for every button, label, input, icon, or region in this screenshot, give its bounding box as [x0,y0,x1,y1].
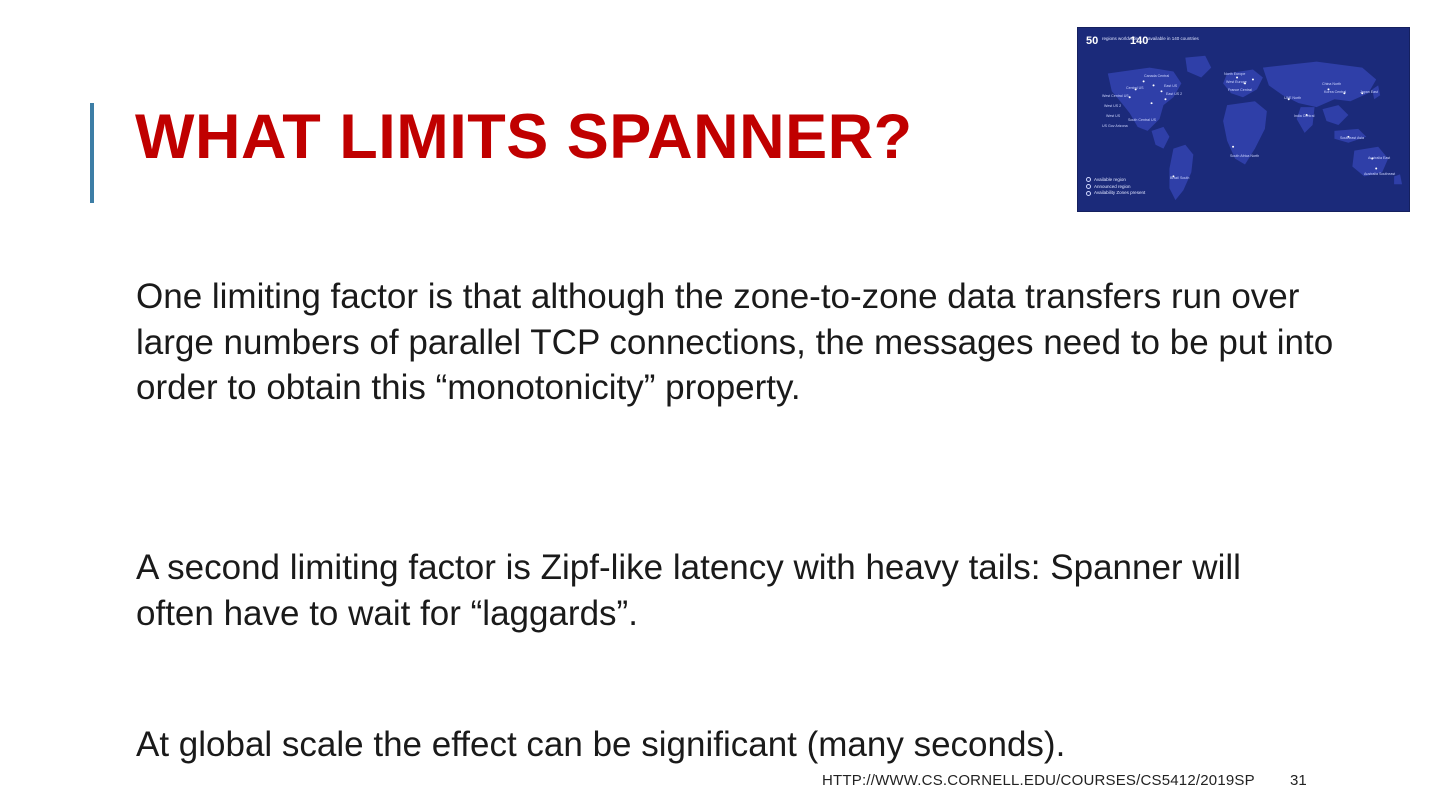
map-region-label: Japan East [1360,90,1378,94]
map-legend-label: Available region [1094,176,1126,182]
map-stat-primary-value: 50 [1086,35,1099,47]
map-region-label: Australia East [1368,156,1391,160]
map-region-label: East US [1164,84,1178,88]
map-region-label: China North [1322,82,1342,86]
legend-dot-icon [1086,191,1091,196]
map-region-label: North Europe [1224,72,1246,76]
legend-dot-icon [1086,184,1091,189]
map-stat-secondary-label: available in 140 countries [1148,36,1199,41]
map-region-label: Central US [1126,86,1144,90]
map-legend-label: Announced region [1094,183,1131,189]
map-region-label: West US [1106,114,1121,118]
map-region-label: West Central US [1102,94,1129,98]
slide-number: 31 [1290,772,1307,789]
footer-course-url: HTTP://WWW.CS.CORNELL.EDU/COURSES/CS5412/2019SP [822,772,1255,789]
map-region-label: West US 2 [1104,104,1122,108]
body-paragraph-3: At global scale the effect can be significant (many seconds). [136,725,1066,764]
map-region-label: Canada Central [1144,74,1170,78]
map-region-label: France Central [1228,88,1252,92]
page-title: WHAT LIMITS SPANNER? [135,102,913,172]
map-region-label: US Gov Arizona [1102,124,1128,128]
map-legend-label: Availability Zones present [1094,190,1146,196]
map-region-label: Brazil South [1170,176,1190,180]
map-stat-primary-label: regions worldwide [1102,36,1139,41]
map-legend-item [1086,177,1145,184]
map-legend [1086,177,1145,197]
map-region-label: Southeast Asia [1340,136,1364,140]
map-region-label: East US 2 [1166,92,1183,96]
map-region-label: South Central US [1128,118,1156,122]
body-paragraph-2: A second limiting factor is Zipf-like latency with heavy tails: Spanner will often have to wait for “laggards”. [136,548,1241,633]
map-stat-secondary-value: 140 [1130,35,1149,47]
body-paragraph-1: One limiting factor is that although the zone-to-zone data transfers run over large numbers of parallel TCP connections, the messages need to be put into order to obtain this “monotonicity” property. [136,277,1334,407]
map-legend-item [1086,184,1145,191]
world-map-figure [1077,27,1410,212]
title-accent-bar [90,103,94,203]
legend-dot-icon [1086,177,1091,182]
map-region-label: South Africa North [1230,154,1260,158]
map-legend-item [1086,190,1145,197]
map-region-label: India Central [1294,114,1315,118]
map-region-label: Australia Southeast [1364,172,1396,176]
map-region-label: UAE North [1284,96,1302,100]
map-region-label: Korea Central [1324,90,1347,94]
map-region-label: West Europe [1226,80,1247,84]
